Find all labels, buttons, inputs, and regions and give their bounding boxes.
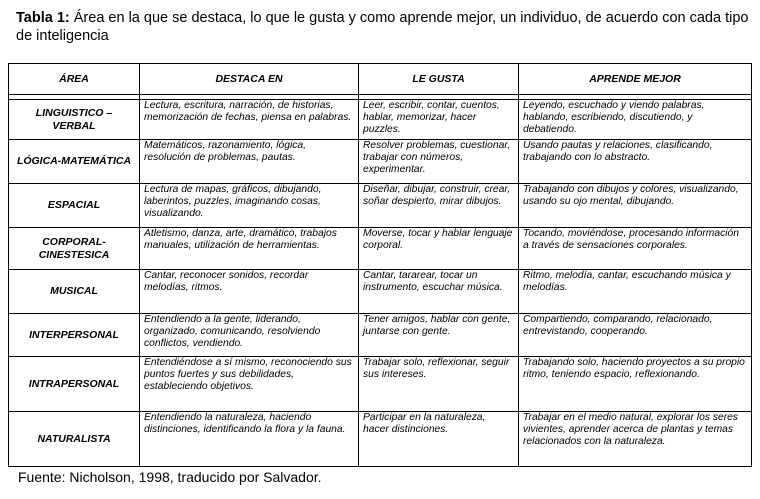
header-destaca: DESTACA EN xyxy=(140,64,359,95)
caption-text: Área en la que se destaca, lo que le gusta y como aprende mejor, un individuo, de acuerdo con cada tipo de inteligencia xyxy=(16,10,749,44)
aprende-cell: Trabajar en el medio natural, explorar los seres vivientes, aprender acerca de plantas y temas relacionados con la naturaleza. xyxy=(519,412,752,467)
destaca-cell: Entendiendo a la gente, liderando, organizado, comunicando, resolviendo conflictos, vendiendo. xyxy=(140,314,359,357)
aprende-cell: Tocando, moviéndose, procesando información a través de sensaciones corporales. xyxy=(519,228,752,270)
table-caption xyxy=(16,9,752,45)
aprende-cell: Trabajando solo, haciendo proyectos a su propio ritmo, teniendo espacio, reflexionando. xyxy=(519,357,752,412)
aprende-cell: Usando pautas y relaciones, clasificando, trabajando con lo abstracto. xyxy=(519,140,752,184)
destaca-cell: Cantar, reconocer sonidos, recordar melodías, ritmos. xyxy=(140,270,359,314)
area-cell: LINGUISTICO – VERBAL xyxy=(9,100,140,140)
header-aprende: APRENDE MEJOR xyxy=(519,64,752,95)
area-cell: CORPORAL-CINESTESICA xyxy=(9,228,140,270)
header-row xyxy=(9,64,752,95)
header-gusta: LE GUSTA xyxy=(359,64,519,95)
destaca-cell: Lectura de mapas, gráficos, dibujando, laberintos, puzzles, imaginando cosas, visualizando. xyxy=(140,184,359,228)
area-cell: LÓGICA-MATEMÁTICA xyxy=(9,140,140,184)
destaca-cell: Lectura, escritura, narración, de historias, memorización de fechas, piensa en palabras. xyxy=(140,100,359,140)
destaca-cell: Entendiéndose a sí mismo, reconociendo sus puntos fuertes y sus debilidades, estableciendo objetivos. xyxy=(140,357,359,412)
aprende-cell: Compartiendo, comparando, relacionado, entrevistando, cooperando. xyxy=(519,314,752,357)
table-row xyxy=(9,140,752,184)
aprende-cell: Leyendo, escuchado y viendo palabras, hablando, escribiendo, discutiendo, y debatiendo. xyxy=(519,100,752,140)
gusta-cell: Trabajar solo, reflexionar, seguir sus intereses. xyxy=(359,357,519,412)
gusta-cell: Diseñar, dibujar, construir, crear, soñar despierto, mirar dibujos. xyxy=(359,184,519,228)
aprende-cell: Trabajando con dibujos y colores, visualizando, usando su ojo mental, dibujando. xyxy=(519,184,752,228)
table-row xyxy=(9,184,752,228)
table-row xyxy=(9,228,752,270)
table-row xyxy=(9,100,752,140)
area-cell: ESPACIAL xyxy=(9,184,140,228)
table-row xyxy=(9,314,752,357)
area-cell: INTERPERSONAL xyxy=(9,314,140,357)
table-row xyxy=(9,357,752,412)
area-cell: MUSICAL xyxy=(9,270,140,314)
gusta-cell: Tener amigos, hablar con gente, juntarse con gente. xyxy=(359,314,519,357)
destaca-cell: Matemáticos, razonamiento, lógica, resolución de problemas, pautas. xyxy=(140,140,359,184)
gusta-cell: Participar en la naturaleza, hacer distinciones. xyxy=(359,412,519,467)
destaca-cell: Atletismo, danza, arte, dramático, trabajos manuales, utilización de herramientas. xyxy=(140,228,359,270)
gusta-cell: Resolver problemas, cuestionar, trabajar con números, experimentar. xyxy=(359,140,519,184)
table-row xyxy=(9,270,752,314)
area-cell: NATURALISTA xyxy=(9,412,140,467)
gusta-cell: Moverse, tocar y hablar lenguaje corporal. xyxy=(359,228,519,270)
gusta-cell: Leer, escribir, contar, cuentos, hablar, memorizar, hacer puzzles. xyxy=(359,100,519,140)
destaca-cell: Entendiendo la naturaleza, haciendo distinciones, identificando la flora y la fauna. xyxy=(140,412,359,467)
intelligence-table xyxy=(8,63,752,467)
source-note: Fuente: Nicholson, 1998, traducido por Salvador. xyxy=(18,469,322,485)
caption-label: Tabla 1: xyxy=(16,10,70,26)
table-row xyxy=(9,412,752,467)
area-cell: INTRAPERSONAL xyxy=(9,357,140,412)
gusta-cell: Cantar, tararear, tocar un instrumento, escuchar música. xyxy=(359,270,519,314)
aprende-cell: Ritmo, melodía, cantar, escuchando música y melodías. xyxy=(519,270,752,314)
header-area: ÁREA xyxy=(9,64,140,95)
